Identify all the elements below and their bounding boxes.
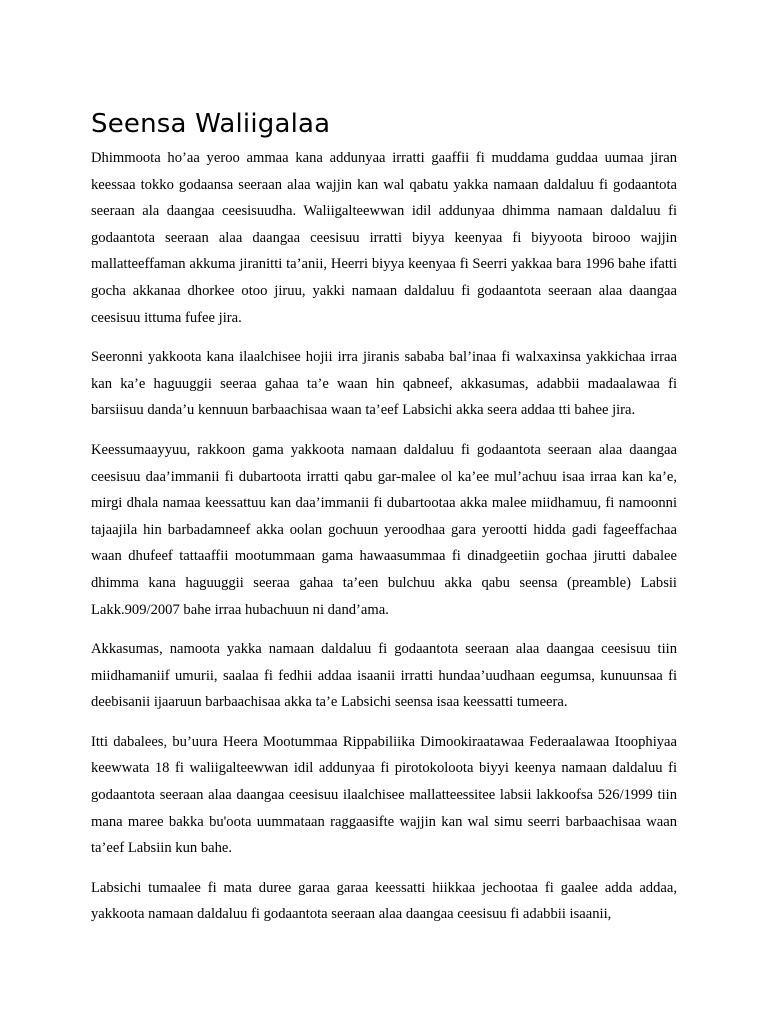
paragraph-6: Labsichi tumaalee fi mata duree garaa garaa keessatti hiikkaa jechootaa fi gaalee adda addaa, yakkoota namaan daldaluu fi godaantota seeraan alaa daangaa ceesisuu fi adabbii isaanii, bbox=[91, 879, 677, 923]
paragraph-2: Seeronni yakkoota kana ilaalchisee hojii irra jiranis sababa bal’inaa fi walxaxinsa yakkichaa irraa kan ka’e haguuggii seeraa gahaa ta’e waan hin qabneef, akkasumas, adabbii madaalawaa fi barsiisuu danda’u kennuun barbaachisaa waan ta’eef Labsichi akka seera addaa tti bahee jira. bbox=[91, 349, 677, 419]
page-title: Seensa Waliigalaa bbox=[91, 109, 331, 139]
paragraph-4: Akkasumas, namoota yakka namaan daldaluu fi godaantota seeraan alaa daangaa ceesisuu tiin miidhamaniif umurii, saalaa fi fedhii addaa isaanii irratti hundaa’uudhaan eegumsa, kunuunsaa fi deebisanii ijaaruun barbaachisaa akka ta’e Labsichi seensa isaa keessatti tumeera. bbox=[91, 641, 677, 711]
paragraph-5: Itti dabalees, bu’uura Heera Mootummaa Rippabiliika Dimookiraatawaa Federaalawaa Itoophiyaa keewwata 18 fi waliigalteewwan idil addunyaa fi pirotokoloota biyyi keenya namaan daldaluu fi godaantota seeraan alaa daangaa ceesisuu ilaalchisee mallatteessitee labsii lakkoofsa 526/1999 tiin mana maree bakka bu'oota uummataan raggaasifte wajjin kan wal simu seerri barbaachisaa waan ta’eef Labsiin kun bahe. bbox=[91, 733, 677, 857]
paragraph-1: Dhimmoota ho’aa yeroo ammaa kana addunyaa irratti gaaffii fi muddama guddaa uumaa jiran keessaa tokko godaansa seeraan alaa wajjin kan wal qabatu yakka namaan daldaluu fi godaantota seeraan ala daangaa ceesisuudha. Waliigalteewwan idil addunyaa dhimma namaan daldaluu fi godaantota seeraan alaa daangaa ceesisuu irratti biyya keenyaa fi biyyoota birooo wajjin mallatteeffaman akkuma jiranitti ta’anii, Heerri biyya keenyaa fi Seerri yakkaa bara 1996 bahe ifatti gocha akkanaa dhorkee otoo jiruu, yakki namaan daldaluu fi godaantota seeraan alaa daangaa ceesisuu ittuma fufee jira. bbox=[91, 150, 677, 326]
paragraph-3: Keessumaayyuu, rakkoon gama yakkoota namaan daldaluu fi godaantota seeraan alaa daangaa ceesisuu daa’immanii fi dubartoota irratti qabu gar-malee ol ka’ee mul’achuu isaa irraa kan ka’e, mirgi dhala namaa keessattuu kan daa’immanii fi dubartootaa akka malee miidhamuu, fi namoonni tajaajila hin barbadamneef akka oolan gochuun yeroodhaa gara yerootti hidda gadi fageeffachaa waan dhufeef tattaaffii mootummaan gama hawaasummaa fi dinadgeetiin gochaa jirutti dabalee dhimma kana haguuggii seeraa gahaa ta’een bulchuu akka qabu seensa (preamble) Labsii Lakk.909/2007 bahe irraa hubachuun ni dand’ama. bbox=[91, 441, 677, 618]
